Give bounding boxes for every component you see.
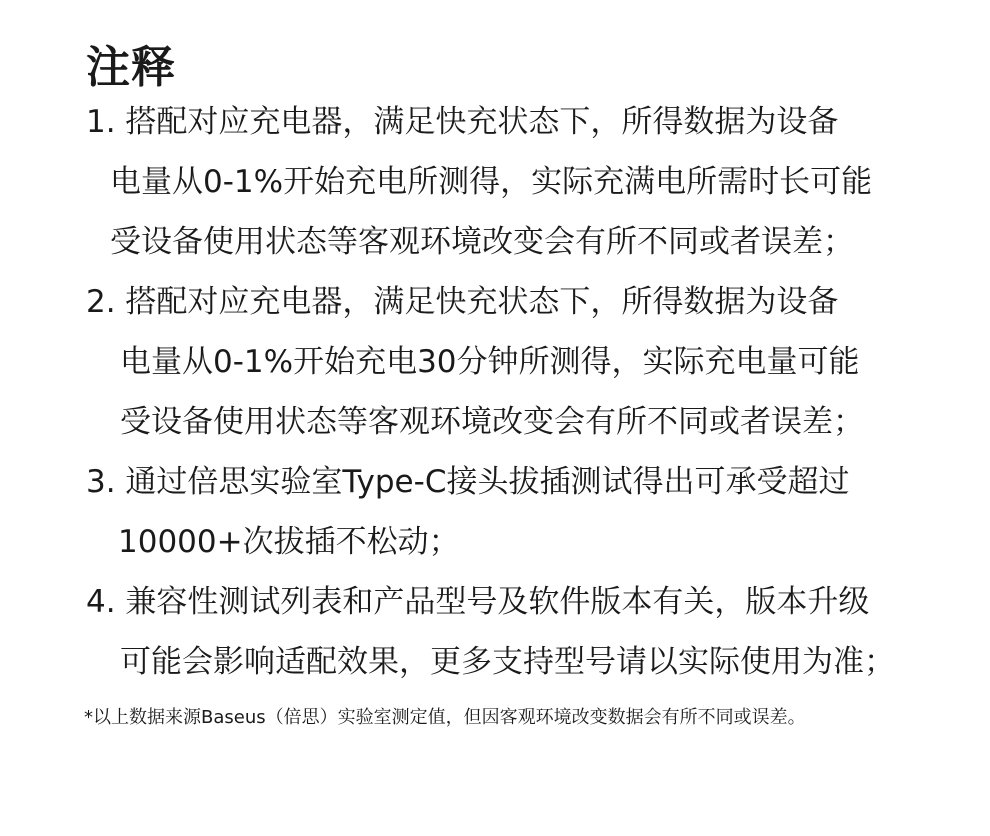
note-line: 3. 通过倍思实验室Type-C接头拔插测试得出可承受超过 xyxy=(86,464,850,500)
note-line: 10000+次拔插不松动； xyxy=(118,524,460,560)
note-line: 受设备使用状态等客观环境改变会有所不同或者误差； xyxy=(110,224,854,260)
note-line: 可能会影响适配效果，更多支持型号请以实际使用为准； xyxy=(120,644,895,680)
note-line: 1. 搭配对应充电器，满足快充状态下，所得数据为设备 xyxy=(86,104,839,140)
note-line: 电量从0-1%开始充电所测得，实际充满电所需时长可能 xyxy=(110,164,873,200)
footnote: *以上数据来源Baseus（倍思）实验室测定值，但因客观环境改变数据会有所不同或误差。 xyxy=(84,707,806,728)
page-title: 注释 xyxy=(86,42,176,93)
note-line: 受设备使用状态等客观环境改变会有所不同或者误差； xyxy=(120,404,864,440)
note-line: 2. 搭配对应充电器，满足快充状态下，所得数据为设备 xyxy=(86,284,839,320)
note-line: 4. 兼容性测试列表和产品型号及软件版本有关，版本升级 xyxy=(86,584,870,620)
note-line: 电量从0-1%开始充电30分钟所测得，实际充电量可能 xyxy=(120,344,860,380)
